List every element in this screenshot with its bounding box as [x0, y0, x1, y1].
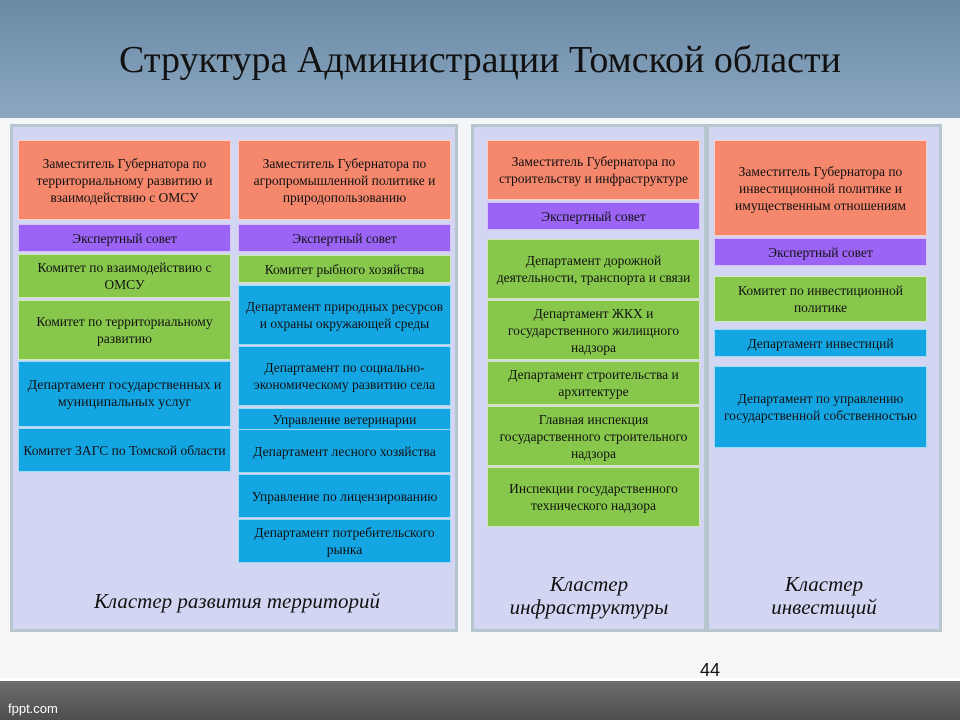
investment-caption-line1: Кластер	[784, 572, 864, 596]
investment-cluster-caption	[708, 573, 940, 619]
territory-committee-fishery: Комитет рыбного хозяйства	[238, 255, 451, 283]
territory-committee-development: Комитет по территориальному развитию	[18, 300, 231, 360]
infrastructure-dept-housing: Департамент ЖКХ и государственного жилищного надзора	[487, 300, 700, 360]
page-number: 44	[699, 660, 721, 680]
infrastructure-cluster-caption	[473, 573, 705, 619]
infrastructure-council: Экспертный совет	[487, 202, 700, 230]
territory-dept-forestry: Департамент лесного хозяйства	[238, 429, 451, 473]
investment-committee-policy: Комитет по инвестиционной политике	[714, 276, 927, 322]
slide-header	[0, 0, 960, 118]
investment-deputy: Заместитель Губернатора по инвестиционной политике и имущественным отношениям	[714, 140, 927, 236]
investment-dept-investments: Департамент инвестиций	[714, 329, 927, 357]
territory-veterinary: Управление ветеринарии	[238, 408, 451, 430]
territory-cluster-caption: Кластер развития территорий	[93, 589, 381, 613]
territory-dept-services: Департамент государственных и муниципальных услуг	[18, 361, 231, 427]
investment-council: Экспертный совет	[714, 238, 927, 266]
infrastructure-caption-line2: инфраструктуры	[509, 595, 669, 619]
territory-council-2: Экспертный совет	[238, 224, 451, 252]
territory-licensing: Управление по лицензированию	[238, 474, 451, 518]
territory-dept-rural: Департамент по социально-экономическому развитию села	[238, 346, 451, 406]
territory-deputy-1: Заместитель Губернатора по территориальному развитию и взаимодействию с ОМСУ	[18, 140, 231, 220]
territory-dept-natural-resources: Департамент природных ресурсов и охраны окружающей среды	[238, 285, 451, 345]
footer-brand: fppt.com	[8, 701, 58, 716]
territory-committee-omsu: Комитет по взаимодействию с ОМСУ	[18, 254, 231, 298]
infrastructure-dept-construction: Департамент строительства и архитектуре	[487, 361, 700, 405]
territory-dept-consumer-market: Департамент потребительского рынка	[238, 519, 451, 563]
infrastructure-deputy: Заместитель Губернатора по строительству и инфраструктуре	[487, 140, 700, 200]
territory-council-1: Экспертный совет	[18, 224, 231, 252]
investment-caption-line2: инвестиций	[771, 595, 877, 619]
investment-dept-property: Департамент по управлению государственной собственностью	[714, 366, 927, 448]
infrastructure-dept-roads: Департамент дорожной деятельности, транспорта и связи	[487, 239, 700, 299]
infrastructure-inspection-technical: Инспекции государственного технического надзора	[487, 467, 700, 527]
territory-deputy-2: Заместитель Губернатора по агропромышленной политике и природопользованию	[238, 140, 451, 220]
infrastructure-inspection-construction: Главная инспекция государственного строительного надзора	[487, 406, 700, 466]
slide-footer	[0, 681, 960, 720]
infrastructure-caption-line1: Кластер	[549, 572, 629, 596]
territory-committee-zags: Комитет ЗАГС по Томской области	[18, 428, 231, 472]
slide-title: Структура Администрации Томской области	[119, 39, 841, 81]
